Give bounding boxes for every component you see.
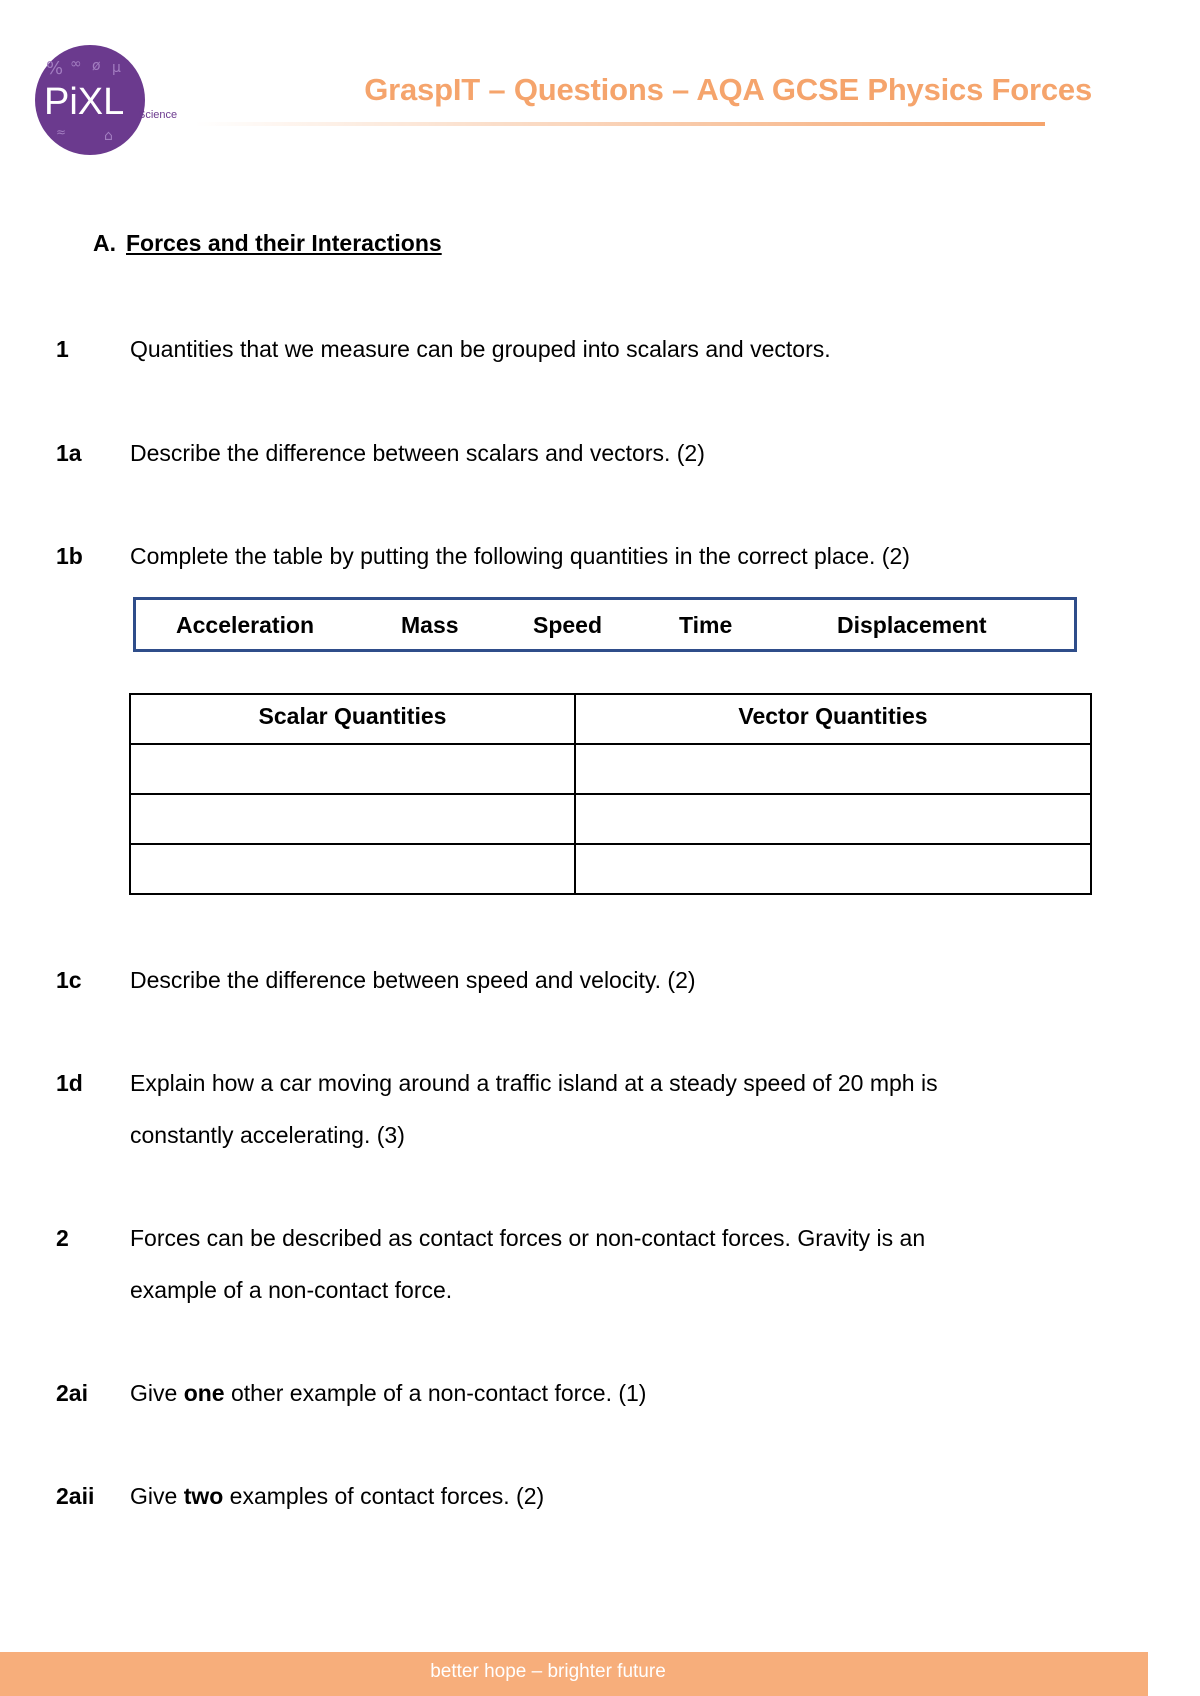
answer-cell[interactable]	[575, 844, 1091, 894]
emphasis: one	[183, 1380, 225, 1406]
question-number: 1	[56, 336, 69, 362]
footer-tagline: better hope – brighter future	[430, 1661, 666, 1682]
answer-cell[interactable]	[130, 844, 575, 894]
table-row	[130, 794, 1091, 844]
quantity-item: Speed	[533, 612, 603, 638]
quantities-box	[133, 597, 1077, 652]
emphasis: two	[183, 1483, 224, 1509]
table-row	[130, 844, 1091, 894]
scalar-vector-table	[129, 693, 1092, 895]
question-number: 1b	[56, 543, 83, 569]
quantity-item: Mass	[401, 612, 459, 638]
pixl-logo	[34, 44, 184, 156]
table-header-row	[130, 694, 1091, 744]
question-number: 1d	[56, 1070, 83, 1096]
svg-text:⌂: ⌂	[104, 128, 113, 144]
question-text-continued: constantly accelerating. (3)	[130, 1122, 405, 1148]
question-text: Forces can be described as contact forces or non-contact forces. Gravity is an	[130, 1225, 926, 1251]
question-number: 1a	[56, 440, 82, 466]
question-text: Complete the table by putting the following quantities in the correct place. (2)	[130, 543, 910, 569]
answer-cell[interactable]	[130, 794, 575, 844]
question-text: Describe the difference between scalars and vectors. (2)	[130, 440, 705, 466]
svg-text:∞: ∞	[70, 56, 82, 72]
table-row	[130, 744, 1091, 794]
table-header: Scalar Quantities	[130, 694, 575, 744]
question-text: Give two examples of contact forces. (2)	[130, 1483, 545, 1509]
table-header: Vector Quantities	[575, 694, 1091, 744]
answer-cell[interactable]	[575, 744, 1091, 794]
section-title: Forces and their Interactions	[126, 230, 442, 256]
section-heading	[93, 230, 442, 257]
quantity-item: Time	[679, 612, 733, 638]
svg-text:µ: µ	[112, 60, 121, 76]
question-number: 2aii	[56, 1483, 95, 1509]
svg-text:≈: ≈	[56, 125, 67, 139]
page-title: GraspIT – Questions – AQA GCSE Physics Forces	[364, 72, 1092, 107]
answer-cell[interactable]	[575, 794, 1091, 844]
svg-text:%: %	[46, 58, 64, 79]
question-text: Give one other example of a non-contact force. (1)	[130, 1380, 647, 1406]
question-text: Explain how a car moving around a traffic island at a steady speed of 20 mph is	[130, 1070, 938, 1096]
section-letter: A.	[93, 230, 116, 256]
question-text: Describe the difference between speed and velocity. (2)	[130, 967, 696, 993]
question-number: 1c	[56, 967, 82, 993]
svg-text:ø: ø	[92, 58, 101, 74]
svg-text:PiXL: PiXL	[44, 81, 125, 123]
svg-text:Science: Science	[138, 109, 178, 121]
question-number: 2	[56, 1225, 69, 1251]
question-text-continued: example of a non-contact force.	[130, 1277, 453, 1303]
quantity-item: Acceleration	[176, 612, 315, 638]
answer-cell[interactable]	[130, 744, 575, 794]
question-text: Quantities that we measure can be grouped into scalars and vectors.	[130, 336, 831, 362]
title-underline	[195, 122, 1045, 126]
question-number: 2ai	[56, 1380, 88, 1406]
quantity-item: Displacement	[837, 612, 987, 638]
footer-bar	[0, 1652, 1148, 1696]
